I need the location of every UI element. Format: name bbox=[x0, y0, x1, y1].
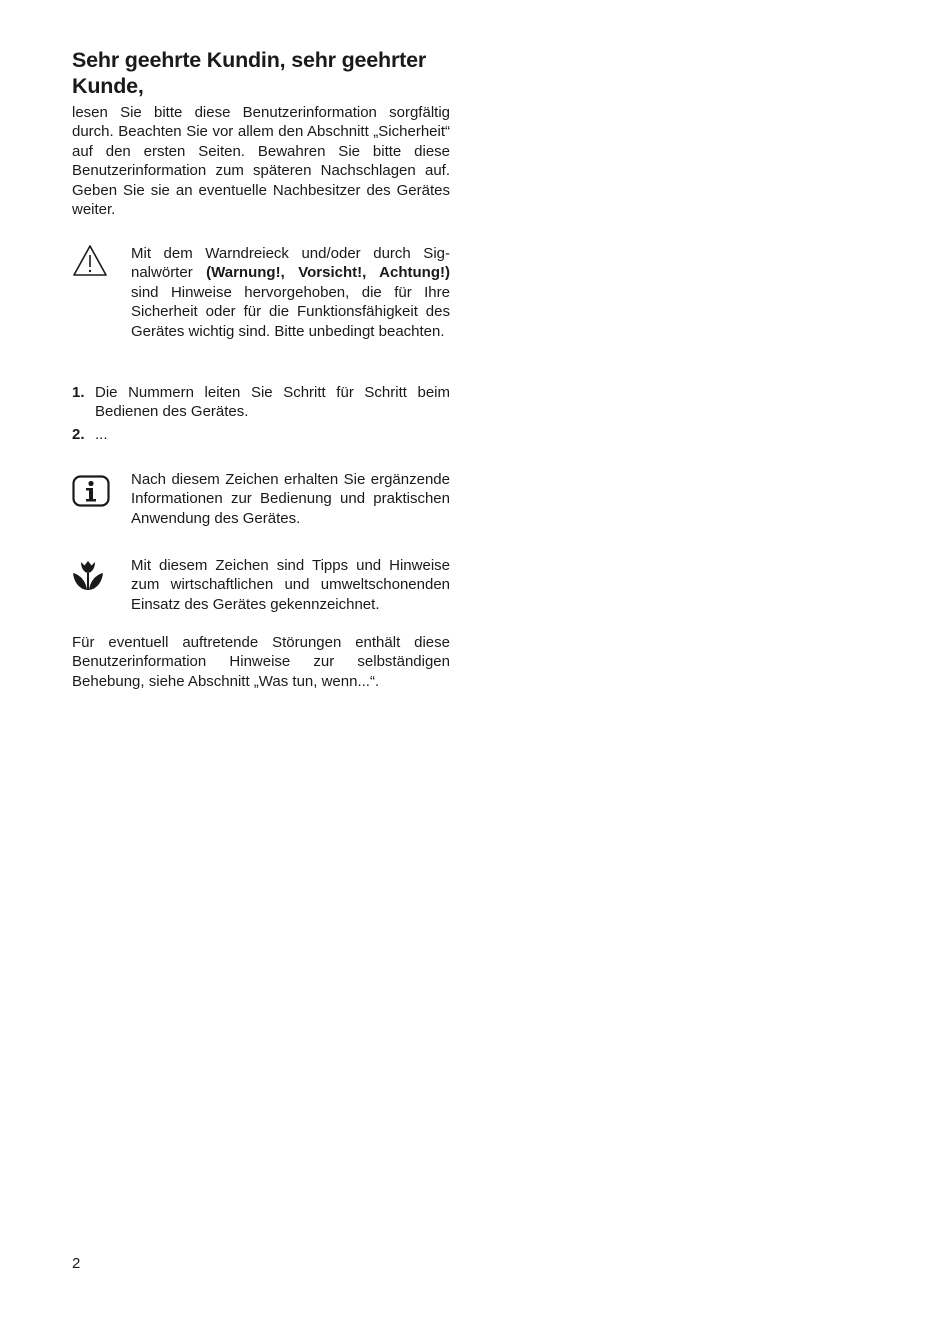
step-number: 1. bbox=[72, 384, 85, 401]
warning-text-before: Mit dem Warndreieck und/oder durch Signalwörter bbox=[131, 245, 450, 282]
heading-block bbox=[72, 47, 450, 99]
page-title bbox=[72, 47, 450, 99]
warning-triangle-icon bbox=[72, 244, 108, 283]
tulip-eco-icon bbox=[72, 559, 104, 598]
closing-paragraph: Für eventuell auftretende Störungen enthält diese Benutzerinformation Hinweise zur selbständigen Behebung, siehe Abschnitt „Was tun, wenn...“. bbox=[72, 634, 450, 690]
page-number: 2 bbox=[72, 1255, 81, 1272]
step-text: Die Nummern leiten Sie Schritt für Schritt beim Bedienen des Gerätes. bbox=[95, 384, 450, 421]
step-text: ... bbox=[95, 425, 108, 443]
info-icon bbox=[72, 475, 110, 512]
intro-paragraph: lesen Sie bitte diese Benutzerinformation sorgfältig durch. Beachten Sie vor allem den Abschnitt „Sicherheit“ auf den ersten Seiten. Bewahren Sie bitte diese Benutzerinformation zum späteren Nachschlagen auf. Geben Sie sie an eventuelle Nachbesitzer des Gerätes weiter. bbox=[72, 104, 450, 219]
info-note bbox=[72, 470, 450, 528]
warning-text-after: sind Hinweise hervorgehoben, die für Ihre Sicherheit oder für die Funktionsfähigkeit des Gerätes wichtig sind. Bitte unbedingt beachten. bbox=[131, 283, 450, 340]
list-item bbox=[72, 425, 450, 444]
warning-note bbox=[72, 244, 450, 341]
title-line-1: Sehr geehrte Kundin, sehr geehrter bbox=[72, 48, 427, 72]
title-line-2: Kunde, bbox=[72, 74, 144, 98]
info-text: Nach diesem Zeichen erhalten Sie ergänzende Informationen zur Bedienung und praktischen Anwendung des Gerätes. bbox=[131, 471, 450, 527]
eco-note bbox=[72, 556, 450, 614]
warning-signal-words: (Warnung!, Vorsicht!, Achtung!) bbox=[206, 264, 450, 282]
warning-text bbox=[131, 244, 450, 341]
list-item bbox=[72, 383, 450, 422]
step-number: 2. bbox=[72, 425, 85, 443]
numbered-steps bbox=[72, 383, 450, 447]
eco-text: Mit diesem Zeichen sind Tipps und Hinweise zum wirtschaftlichen und umweltschonenden Einsatz des Gerätes gekennzeichnet. bbox=[131, 557, 450, 613]
